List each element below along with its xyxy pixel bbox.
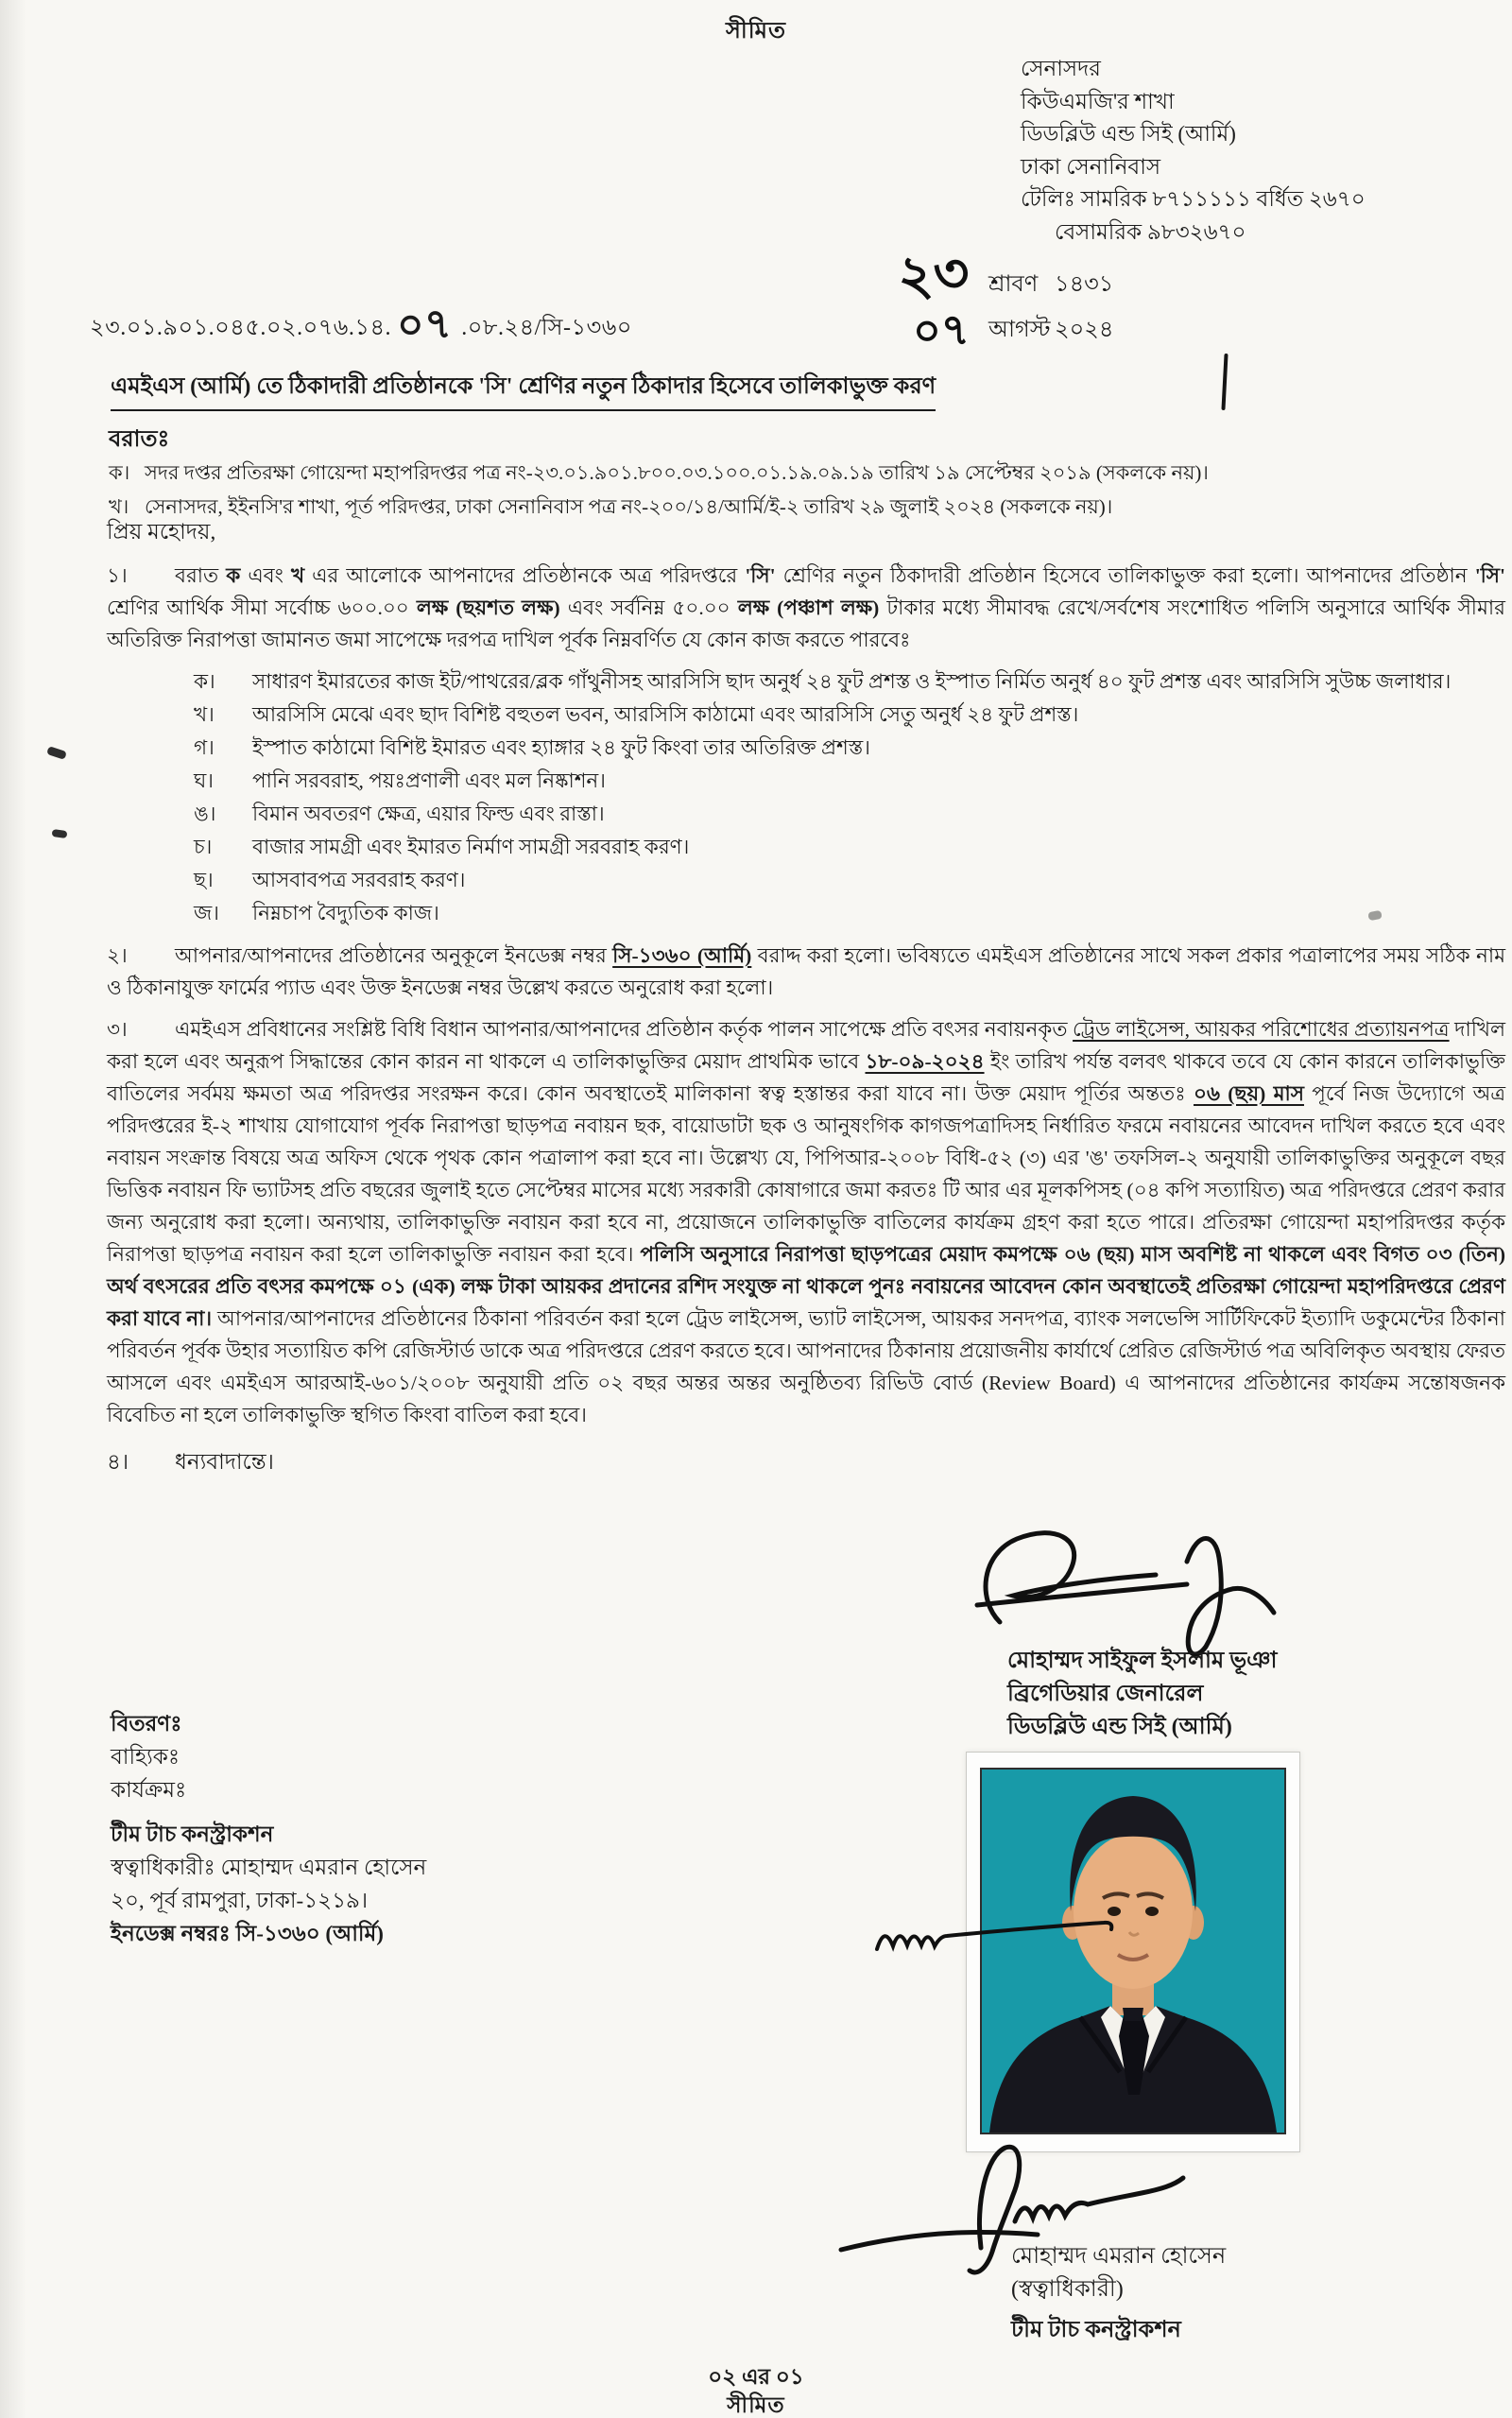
- date-month-gregorian: আগস্ট: [988, 318, 1051, 342]
- letterhead-line: ঢাকা সেনানিবাস: [1021, 154, 1161, 179]
- letterhead-line: সেনাসদর: [1021, 57, 1101, 80]
- work-item: [194, 665, 1505, 699]
- reference-item-text: সেনাসদর, ইইনসি'র শাখা, পূর্ত পরিদপ্তর, ঢাকা সেনানিবাস পত্র নং-২০০/১৪/আর্মি/ই-২ তারিখ ২৯ জুলাই ২০২৪ (সকলকে নয়)।: [145, 495, 1113, 518]
- signatory-name: মোহাম্মদ সাইফুল ইসলাম ভূঞা: [1007, 1649, 1278, 1673]
- date-year-gregorian: ২০২৪: [1055, 318, 1114, 342]
- distribution-heading: বিতরণঃ: [111, 1712, 182, 1736]
- work-item-text: পানি সরবরাহ, পয়ঃপ্রণালী এবং মল নিষ্কাশন।: [252, 769, 606, 792]
- work-item-label: জ।: [194, 902, 219, 924]
- distribution-external: বাহ্যিকঃ: [111, 1745, 180, 1769]
- proprietor-name: মোহাম্মদ এমরান হোসেন: [1011, 2244, 1227, 2269]
- reference-item-text: সদর দপ্তর প্রতিরক্ষা গোয়েন্দা মহাপরিদপ্তর পত্র নং-২৩.০১.৯০১.৮০০.০৩.১০০.০১.১৯.০৯.১৯ তারিখ ১৯ সেপ্টেম্বর ২০১৯ (সকলকে নয়)।: [145, 461, 1209, 484]
- letter-body: [107, 516, 1505, 1500]
- signatory-office: ডিডব্লিউ এন্ড সিই (আর্মি): [1007, 1715, 1232, 1739]
- paragraph-number: ১।: [107, 564, 128, 587]
- work-item-label: ছ।: [194, 869, 214, 891]
- stray-pen-stroke: [1221, 354, 1228, 410]
- text-run-underline: ট্রেড লাইসেন্স, আয়কর পরিশোধের প্রত্যায়নপত্র: [1073, 1018, 1450, 1041]
- closing-text: ধন্যবাদান্তে।: [175, 1450, 274, 1474]
- work-item-text: বিমান অবতরণ ক্ষেত্র, এয়ার ফিল্ড এবং রাস্তা।: [252, 803, 605, 825]
- work-item-text: বাজার সামগ্রী এবং ইমারত নির্মাণ সামগ্রী সরবরাহ করণ।: [252, 836, 690, 858]
- text-run: এমইএস প্রবিধানের সংশ্লিষ্ট বিধি বিধান আপনার/আপনাদের প্রতিষ্ঠান কর্তৃক পালন সাপেক্ষে প্রতি বৎসর নবায়নকৃত: [175, 1018, 1074, 1041]
- expiry-date-highlight: ১৮-০৯-২০২৪: [865, 1050, 985, 1073]
- scan-edge-shade: [0, 0, 26, 2418]
- paragraph-number: ৪।: [107, 1450, 129, 1474]
- work-item: [194, 798, 1505, 831]
- signatory-block: [1007, 1645, 1277, 1744]
- work-item-label: চ।: [194, 836, 213, 858]
- proprietor-role: (স্বত্বাধিকারী): [1011, 2277, 1124, 2302]
- work-item-label: ঙ।: [194, 803, 216, 825]
- work-item-text: আসবাবপত্র সরবরাহ করণ।: [252, 869, 466, 891]
- distribution-proprietor: স্বত্বাধিকারীঃ মোহাম্মদ এমরান হোসেন: [111, 1856, 427, 1879]
- letterhead-line: ডিডব্লিউ এন্ড সিই (আর্মি): [1021, 122, 1236, 146]
- policy-bold-run: পলিসি অনুসারে নিরাপত্তা ছাড়পত্রের মেয়াদ কমপক্ষে ০৬ (ছয়) মাস অবশিষ্ট না থাকলে এবং বিগত ০৩ (তিন) অর্থ বৎসরের প্রতি বৎসর কমপক্ষে ০১ (এক) লক্ষ টাকা আয়কর প্রদানের রশিদ সংযুক্ত না থাকলে পুনঃ নবায়নের আবেদন কোন অবস্থাতেই প্রতিরক্ষা গোয়েন্দা মহাপরিদপ্তরে প্রেরণ করা যাবে না।: [107, 1243, 1505, 1330]
- text-run: এবং: [240, 564, 291, 587]
- letterhead: [1021, 53, 1366, 249]
- classification-top: সীমিত: [726, 19, 786, 43]
- text-run: ইং তারিখ পর্যন্ত বলবৎ থাকবে তবে যে কোন কারনে তালিকাভুক্তি বাতিলের সর্বময় ক্ষমতা অত্র পরিদপ্তর সংরক্ষন করে। কোন অবস্থাতেই মালিকানা স্বত্ব হস্তান্তর করা যাবে না। উক্ত মেয়াদ পূর্তির অন্ততঃ: [107, 1050, 1505, 1105]
- letterhead-line: টেলিঃ সামরিক ৮৭১১১১১ বর্ধিত ২৬৭০: [1021, 187, 1366, 211]
- text-run: টাকার মধ্যে সীমাবদ্ধ রেখে/সর্বশেষ সংশোধিত পলিসি অনুসারে আর্থিক সীমার অতিরিক্ত নিরাপত্তা জামানত জমা সাপেক্ষে দরপত্র দাখিল পূর্বক নিম্নবর্ণিত যে কোন কাজ করতে পারবেঃ: [107, 596, 1505, 651]
- distribution-action: কার্যক্রমঃ: [111, 1778, 187, 1802]
- handwritten-day-gregorian: ০৭: [912, 304, 971, 356]
- classification-bottom: সীমিত: [727, 2393, 785, 2417]
- text-run: আপনার/আপনাদের প্রতিষ্ঠানের অনুকূলে ইনডেক্স নম্বর: [175, 944, 613, 967]
- signatory-rank: ব্রিগেডিয়ার জেনারেল: [1007, 1682, 1204, 1706]
- text-run: শ্রেণির নতুন ঠিকাদারী প্রতিষ্ঠান হিসেবে তালিকাভুক্ত করা হলো। আপনাদের প্রতিষ্ঠান: [775, 564, 1475, 587]
- work-item: [194, 765, 1505, 798]
- signature-brigadier: [962, 1509, 1293, 1665]
- work-item-text: নিম্নচাপ বৈদ্যুতিক কাজ।: [252, 902, 439, 924]
- paragraph-4: [107, 1446, 1505, 1478]
- letterhead-line: কিউএমজি'র শাখা: [1021, 89, 1175, 113]
- work-item-label: খ।: [194, 703, 215, 726]
- work-item-text: ইস্পাত কাঠামো বিশিষ্ট ইমারত এবং হ্যাঙ্গার ২৪ ফুট কিংবা তার অতিরিক্ত প্রশস্ত।: [252, 736, 870, 759]
- page-number: ০২ এর ০১: [708, 2365, 804, 2389]
- signature-proprietor: [830, 2134, 1198, 2276]
- text-run: দাখিল করা হলে এবং অনুরূপ সিদ্ধান্তের কোন কারন না থাকলে এ তালিকাভুক্তির মেয়াদ প্রাথমিক ভাবে: [107, 1018, 1505, 1073]
- work-item: [194, 897, 1505, 930]
- signature-over-photo: [871, 1906, 1122, 1972]
- reference-suffix: .০৮.২৪/সি-১৩৬০: [461, 316, 632, 340]
- paragraph-2: [107, 940, 1505, 1004]
- paragraph-1: [107, 560, 1505, 656]
- text-run-bold: লক্ষ (ছয়শত লক্ষ): [416, 596, 560, 619]
- handwritten-serial: ০৭: [396, 300, 454, 350]
- scan-artifact: [46, 746, 67, 760]
- text-run: পূর্বে নিজ উদ্যোগে অত্র পরিদপ্তরের ই-২ শাখায় যোগাযোগ পূর্বক নিরাপত্তা ছাড়পত্র নবায়ন ছক, বায়োডাটা ছক ও আনুষংগিক কাগজপত্রাদিসহ নির্ধারিত ফরমে নবায়নের আবেদন দাখিল করতে হবে এবং নবায়ন সংক্রান্ত বিষয়ে অত্র অফিস থেকে পৃথক কোন পত্রালাপ করা হবে না। উল্লেখ্য যে, পিপিআর-২০০৮ বিধি-৫২ (৩) এর 'ঙ' তফসিল-২ অনুযায়ী তালিকাভুক্তির অনুকূলে বছর ভিত্তিক নবায়ন ফি ভ্যাটসহ প্রতি বছরের জুলাই হতে সেপ্টেম্বর মাসের মধ্যে সরকারী কোষাগারে জমা করতঃ টি আর এর মূলকপিসহ (০৪ কপি সত্যায়িত) অত্র পরিদপ্তরে প্রেরণ করার জন্য অনুরোধ করা হলো। অন্যথায়, তালিকাভুক্তি নবায়ন করা হবে না, প্রয়োজনে তালিকাভুক্তি বাতিলের কার্যক্রম গ্রহণ করা হতে পারে। প্রতিরক্ষা গোয়েন্দা মহাপরিদপ্তর কর্তৃক নিরাপত্তা ছাড়পত্র নবায়ন করা হলে তালিকাভুক্তি নবায়ন করা হবে।: [107, 1082, 1505, 1266]
- work-item-text: সাধারণ ইমারতের কাজ ইট/পাথরের/ব্লক গাঁথুনীসহ আরসিসি ছাদ অনুর্ধ ২৪ ফুট প্রশস্ত ও ইস্পাত নির্মিত অনুর্ধ ৪০ ফুট প্রশস্ত এবং আরসিসি সুউচ্চ জলাধার।: [252, 670, 1452, 693]
- work-category-list: [194, 665, 1505, 930]
- work-item-label: ঘ।: [194, 769, 214, 792]
- proprietor-firm: টীম টাচ কনস্ট্রাকশন: [1011, 2318, 1181, 2342]
- work-item: [194, 831, 1505, 864]
- paragraph-number: ২।: [107, 944, 128, 967]
- reference-item-label: খ।: [109, 495, 129, 518]
- text-run: এবং সর্বনিম্ন ৫০.০০: [559, 596, 738, 619]
- distribution-address: ২০, পূর্ব রামপুরা, ঢাকা-১২১৯।: [111, 1889, 369, 1912]
- text-run-bold: ক: [226, 564, 241, 587]
- scan-artifact: [52, 829, 68, 838]
- text-run: বরাত: [175, 564, 227, 587]
- reference-prefix: ২৩.০১.৯০১.০৪৫.০২.০৭৬.১৪.: [90, 316, 392, 340]
- work-item: [194, 699, 1505, 732]
- text-run-bold: খ: [290, 564, 305, 587]
- work-item: [194, 864, 1505, 897]
- distribution-block: [111, 1707, 426, 1950]
- index-number-highlight: সি-১৩৬০ (আর্মি): [612, 944, 752, 967]
- references-heading: বরাতঃ: [109, 427, 170, 452]
- date-month-bangla: শ্রাবণ: [988, 272, 1039, 297]
- paragraph-3: [107, 1013, 1505, 1431]
- text-run: বরাদ্দ করা হলো। ভবিষ্যতে এমইএস প্রতিষ্ঠানের সাথে সকল প্রকার পত্রালাপের সময় সঠিক নাম ও ঠিকানাযুক্ত ফার্মের প্যাড এবং উক্ত ইনডেক্স নম্বর উল্লেখ করতে অনুরোধ করা হলো।: [107, 944, 1506, 999]
- work-item: [194, 732, 1505, 765]
- work-item-label: গ।: [194, 736, 215, 759]
- handwritten-day-bangla: ২৩: [896, 242, 971, 307]
- distribution-firm: টীম টাচ কনস্ট্রাকশন: [111, 1822, 274, 1846]
- text-run-bold: লক্ষ (পঞ্চাশ লক্ষ): [737, 596, 880, 619]
- work-item-label: ক।: [194, 670, 215, 693]
- text-run-bold: 'সি': [1474, 564, 1505, 587]
- text-run: আপনার/আপনাদের প্রতিষ্ঠানের ঠিকানা পরিবর্তন করা হলে ট্রেড লাইসেন্স, ভ্যাট লাইসেন্স, আয়কর সনদপত্র, ব্যাংক সলভেন্সি সার্টিফিকেট ইত্যাদি ডকুমেন্টের ঠিকানা পরিবর্তন পূর্বক উহার সত্যায়িত কপি রেজিস্টার্ড ডাকে অত্র পরিদপ্তরে প্রেরণ করতে হবে। আপনাদের ঠিকানায় প্রয়োজনীয় কার্যার্থে প্রেরিত রেজিস্টার্ড পত্র অবিলিকৃত অবস্থায় ফেরত আসলে এবং এমইএস আরআই-৬০১/২০০৮ অনুযায়ী প্রতি ০২ বছর অন্তর অন্তর অনুষ্ঠিতব্য রিভিউ বোর্ড (Review Board) এ আপনাদের প্রতিষ্ঠানের কার্যক্রম সন্তোষজনক বিবেচিত না হলে তালিকাভুক্তি স্থগিত কিংবা বাতিল করা হবে।: [107, 1307, 1505, 1426]
- reference-number-line: [90, 300, 632, 350]
- work-item-text: আরসিসি মেঝে এবং ছাদ বিশিষ্ট বহুতল ভবন, আরসিসি কাঠামো এবং আরসিসি সেতু অনুর্ধ ২৪ ফুট প্রশস্ত।: [252, 703, 1079, 726]
- text-run-bold: 'সি': [745, 564, 776, 587]
- paragraph-number: ৩।: [107, 1018, 128, 1041]
- six-month-highlight: ০৬ (ছয়) মাস: [1193, 1082, 1304, 1105]
- salutation: প্রিয় মহোদয়,: [107, 520, 216, 544]
- date-year-bangla: ১৪৩১: [1055, 272, 1114, 297]
- distribution-index-number: ইনডেক্স নম্বরঃ সি-১৩৬০ (আর্মি): [111, 1922, 384, 1945]
- letterhead-civil-phone: বেসামরিক ৯৮৩২৬৭০: [1055, 219, 1246, 244]
- reference-item-label: ক।: [109, 461, 130, 484]
- reference-item: [109, 456, 1209, 490]
- references-list: [109, 456, 1209, 524]
- subject-line: এমইএস (আর্মি) তে ঠিকাদারী প্রতিষ্ঠানকে 'সি' শ্রেণির নতুন ঠিকাদার হিসেবে তালিকাভুক্ত করণ: [111, 369, 936, 411]
- text-run: শ্রেণির আর্থিক সীমা সর্বোচ্চ ৬০০.০০: [107, 596, 417, 619]
- text-run: এর আলোকে আপনাদের প্রতিষ্ঠানকে অত্র পরিদপ্তরে: [304, 564, 746, 587]
